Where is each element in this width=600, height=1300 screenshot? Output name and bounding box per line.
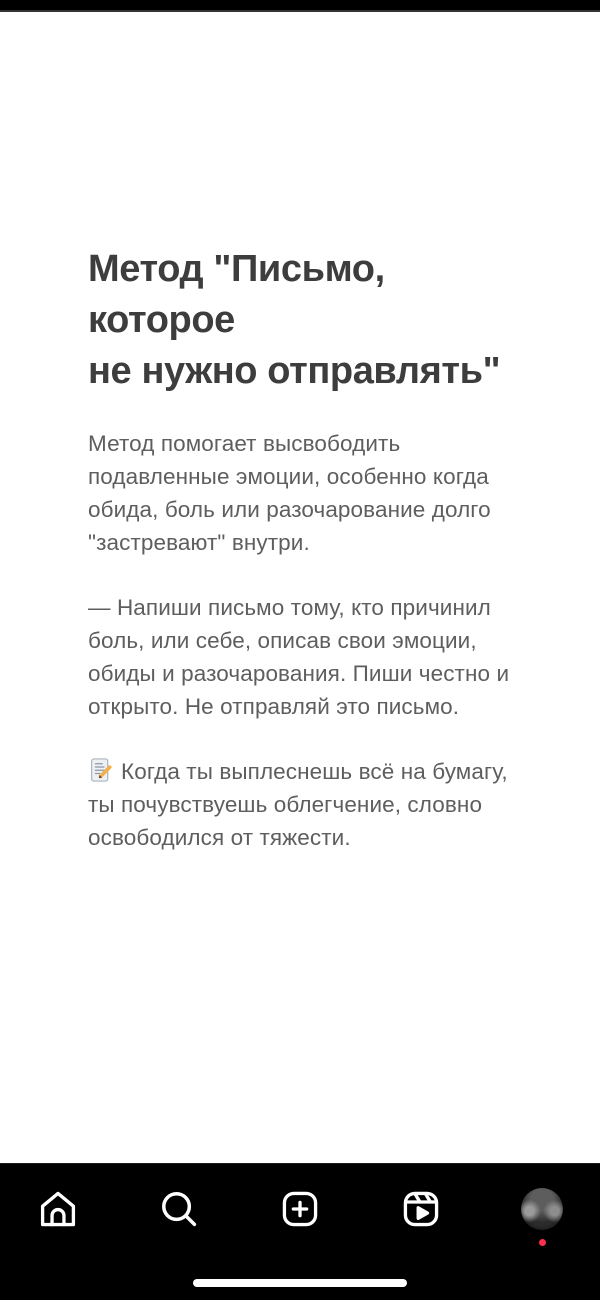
post-paragraph-2: — Напиши письмо тому, кто причинил боль, или себе, описав свои эмоции, обиды и разочарования. Пиши честно и открыто. Не отправляй это письмо. <box>88 595 510 719</box>
nav-create-button[interactable] <box>278 1188 322 1246</box>
home-indicator-bar[interactable] <box>193 1279 407 1287</box>
profile-avatar <box>521 1188 563 1230</box>
nav-search-button[interactable] <box>157 1188 201 1246</box>
search-icon <box>158 1188 200 1230</box>
post-paragraph-1: Метод помогает высвободить подавленные эмоции, особенно когда обида, боль или разочарование долго "застревают" внутри. <box>88 431 491 555</box>
post-paragraph-3-text: Когда ты выплеснешь всё на бумагу, ты почувствуешь облегчение, словно освободился от тяжести. <box>88 759 508 850</box>
status-bar <box>0 0 600 12</box>
post-paragraph-3 <box>88 755 522 854</box>
nav-profile-button[interactable] <box>520 1188 564 1246</box>
memo-emoji <box>88 757 114 783</box>
post-title-line-2: не нужно отправлять" <box>88 350 501 392</box>
home-icon <box>37 1188 79 1230</box>
nav-home-button[interactable] <box>36 1188 80 1246</box>
create-post-icon <box>279 1188 321 1230</box>
nav-reels-button[interactable] <box>399 1188 443 1246</box>
post-title-line-1: Метод "Письмо, которое <box>88 248 385 341</box>
notification-dot <box>539 1239 546 1246</box>
post-content <box>0 12 600 1163</box>
post-title <box>88 244 522 397</box>
bottom-nav <box>0 1163 600 1300</box>
reels-icon <box>400 1188 442 1230</box>
